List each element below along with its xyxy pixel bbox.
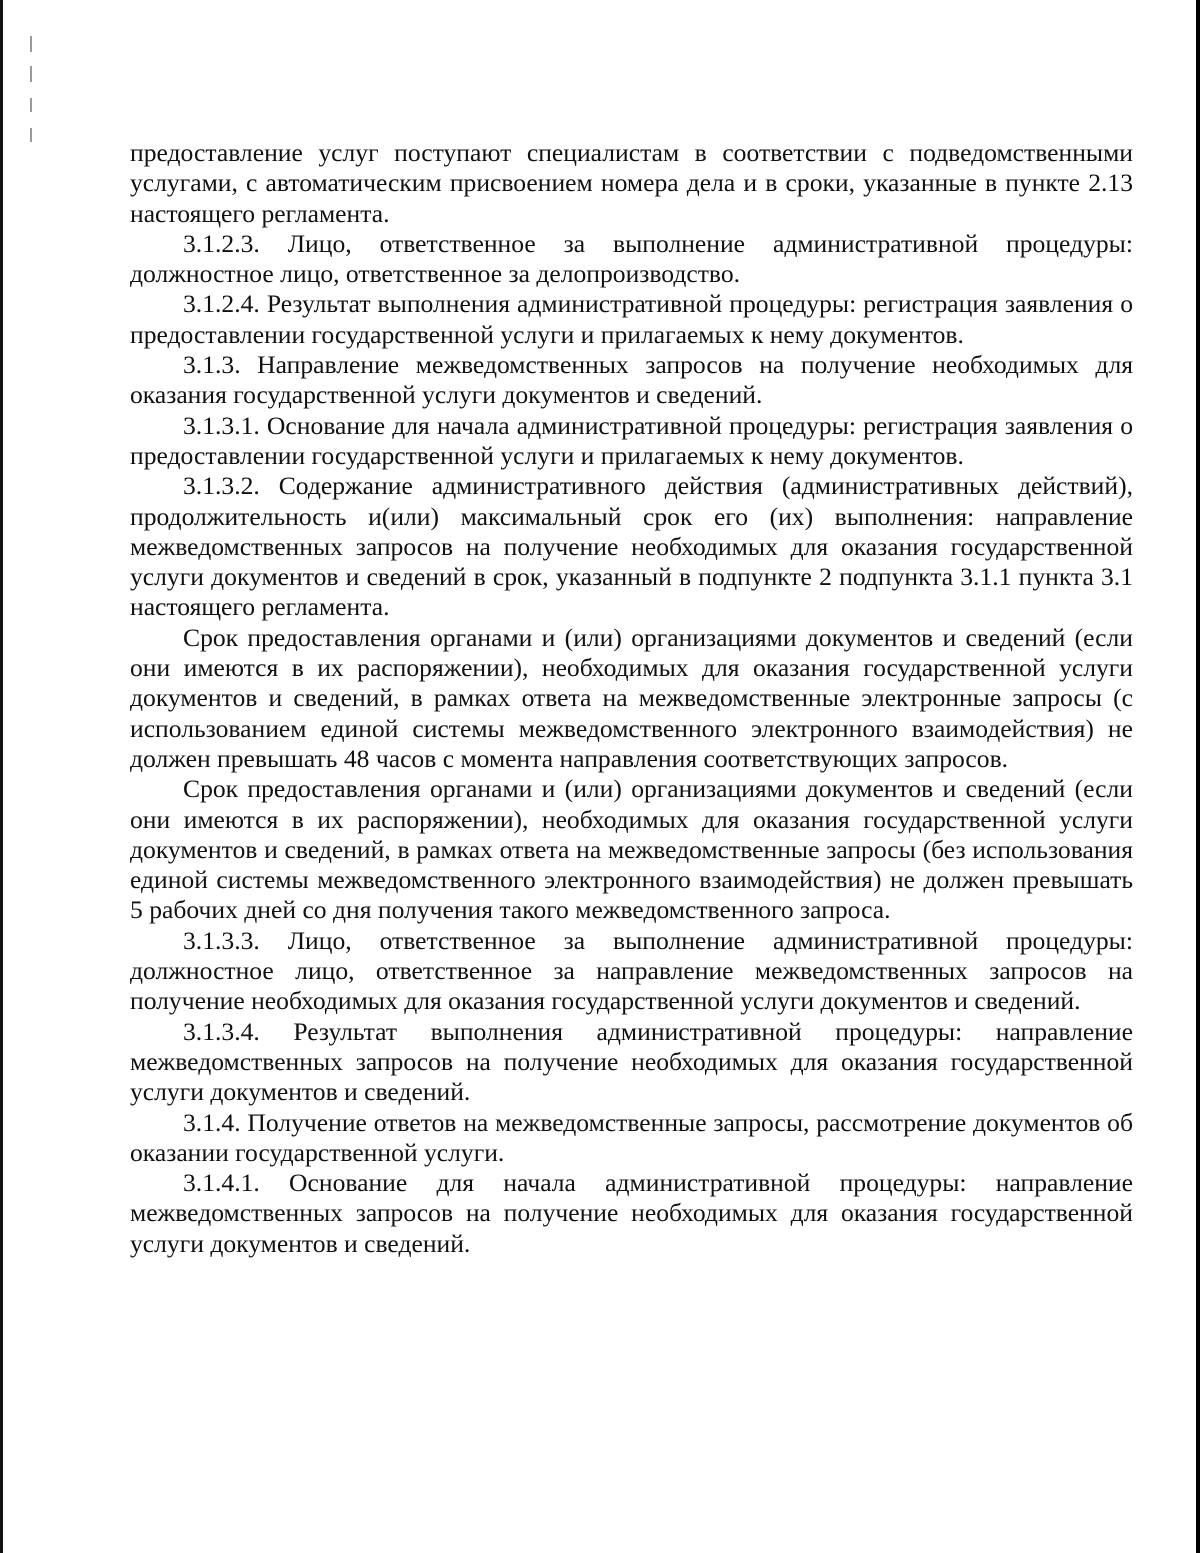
paragraph-3-1-2-4: 3.1.2.4. Результат выполнения административной процедуры: регистрация заявления о предоставлении государственной услуги и прилагаемых к нему документов. (130, 289, 1133, 349)
scan-right-edge (1196, 0, 1200, 1553)
paragraph-3-1-3-2: 3.1.3.2. Содержание административного действия (административных действий), продолжительность и(или) максимальный срок его (их) выполнения: направление межведомственных запросов на получение необходимых для оказания государственной услуги документов и сведений в срок, указанный в подпункте 2 подпункта 3.1.1 пункта 3.1 настоящего регламента. (130, 471, 1133, 622)
paragraph-deadline-electronic: Срок предоставления органами и (или) организациями документов и сведений (если они имеются в их распоряжении), необходимых для оказания государственной услуги документов и сведений, в рамках ответа на межведомственные электронные запросы (с использованием единой системы межведомственного электронного взаимодействия) не должен превышать 48 часов с момента направления соответствующих запросов. (130, 622, 1133, 773)
paragraph-3-1-2-3: 3.1.2.3. Лицо, ответственное за выполнение административной процедуры: должностное лицо, ответственное за делопроизводство. (130, 228, 1133, 289)
paragraph-3-1-3-3: 3.1.3.3. Лицо, ответственное за выполнение административной процедуры: должностное лицо, ответственное за направление межведомственных запросов на получение необходимых для оказания государственной услуги документов и сведений. (130, 925, 1133, 1016)
paragraph-deadline-non-electronic: Срок предоставления органами и (или) организациями документов и сведений (если они имеются в их распоряжении), необходимых для оказания государственной услуги документов и сведений, в рамках ответа на межведомственные запросы (без использования единой системы межведомственного электронного взаимодействия) не должен превышать 5 рабочих дней со дня получения такого межведомственного запроса. (130, 774, 1133, 925)
paragraph-3-1-4-1: 3.1.4.1. Основание для начала административной процедуры: направление межведомственных запросов на получение необходимых для оказания государственной услуги документов и сведений. (130, 1168, 1133, 1258)
scan-left-edge (0, 0, 3, 1553)
binding-mark (30, 98, 32, 112)
paragraph-3-1-3: 3.1.3. Направление межведомственных запросов на получение необходимых для оказания государственной услуги документов и сведений. (130, 350, 1133, 410)
paragraph-3-1-4: 3.1.4. Получение ответов на межведомственные запросы, рассмотрение документов об оказании государственной услуги. (130, 1107, 1133, 1167)
paragraph-3-1-3-1: 3.1.3.1. Основание для начала административной процедуры: регистрация заявления о предоставлении государственной услуги и прилагаемых к нему документов. (130, 410, 1133, 470)
paragraph-3-1-3-4: 3.1.3.4. Результат выполнения административной процедуры: направление межведомственных запросов на получение необходимых для оказания государственной услуги документов и сведений. (130, 1016, 1133, 1107)
binding-mark (30, 66, 32, 82)
binding-mark (30, 36, 32, 52)
binding-mark (30, 128, 32, 142)
paragraph-continuation: предоставление услуг поступают специалистам в соответствии с подведомственными услугами, с автоматическим присвоением номера дела и в сроки, указанные в пункте 2.13 настоящего регламента. (130, 138, 1133, 228)
document-body (130, 138, 1133, 1259)
